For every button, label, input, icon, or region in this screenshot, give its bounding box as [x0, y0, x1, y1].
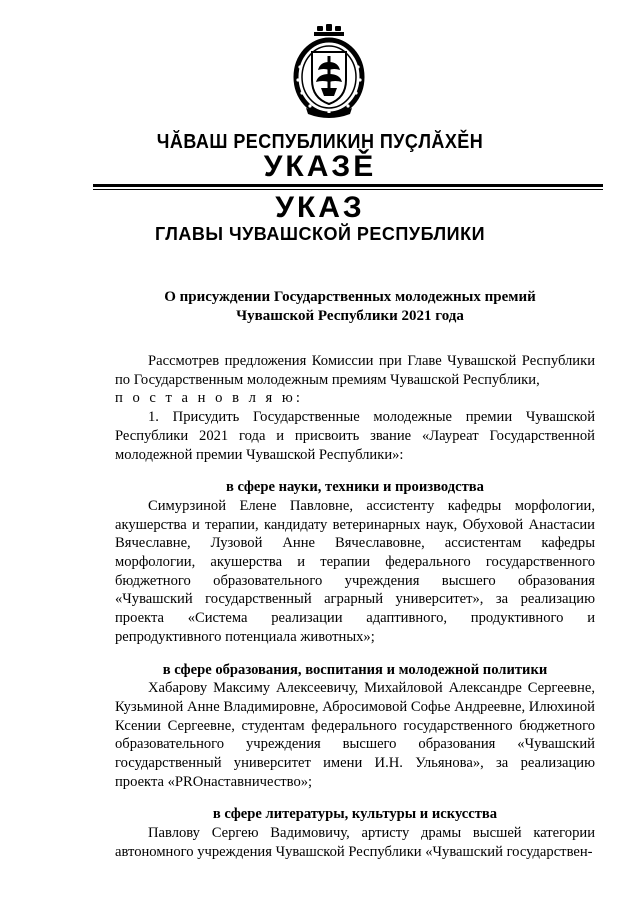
section-paragraph: Хабарову Максиму Алексеевичу, Михайловой Александре Сергеевне, Кузьминой Анне Владимировне, Абросимовой Софье Андреевне, Илюхиной Ксении Сергеевне, студентам федерального государственного бюджетного образовательного учреждения высшего образования «Чувашский государственный университет имени И.Н. Ульянова», за реализацию проекта «PROнаставничество»;: [115, 680, 595, 790]
decree-word-text: п о с т а н о в л я ю:: [115, 390, 303, 407]
russian-decree-subtitle: ГЛАВЫ ЧУВАШСКОЙ РЕСПУБЛИКИ: [154, 224, 486, 244]
document-title: [70, 288, 630, 326]
section-paragraph: Симурзиной Елене Павловне, ассистенту кафедры морфологии, акушерства и терапии, кандидату ветеринарных наук, Обуховой Анастасии Вячеславне, Лузовой Анне Вячеславовне, ассистентам кафедры морфологии, акушерства и терапии федерального государственного бюджетного образовательного учреждения высшего образования «Чувашский государственный аграрный университет», за реализацию проекта «Система реализации адаптивного, продуктивного и репродуктивного потенциала животных»;: [115, 497, 595, 645]
header-divider-thick: [93, 184, 603, 187]
section-heading: в сфере литературы, культуры и искусства: [212, 806, 498, 823]
chuvash-header-line: ЧĂВАШ РЕСПУБЛИКИН ПУÇЛĂХĚН: [156, 131, 484, 153]
decree-word: [115, 389, 595, 408]
section-paragraph: Павлову Сергею Вадимовичу, артисту драмы высшей категории автономного учреждения Чувашской Республики «Чувашский государствен-: [115, 825, 595, 860]
document-title-line: Чувашской Республики 2021 года: [236, 308, 464, 324]
document-body: [115, 352, 595, 862]
chuvash-republic-emblem-icon: [290, 22, 368, 120]
intro-text: Рассмотрев предложения Комиссии при Главе Чувашской Республики по Государственным молодежным премиям Чувашской Республики,: [115, 353, 595, 388]
header-divider-thin: [93, 189, 603, 190]
russian-decree-title: УКАЗ: [275, 191, 365, 224]
intro-paragraph: [115, 352, 595, 389]
section-heading: в сфере образования, воспитания и молодежной политики: [162, 661, 548, 678]
document-title-line: О присуждении Государственных молодежных премий: [164, 289, 536, 305]
item-paragraph: 1. Присудить Государственные молодежные премии Чувашской Республики 2021 года и присвоить звание «Лауреат Государственной молодежной премии Чувашской Республики»:: [115, 409, 595, 463]
section-heading: в сфере науки, техники и производства: [226, 479, 484, 496]
chuvash-decree-title: УКАЗĚ: [263, 150, 377, 183]
